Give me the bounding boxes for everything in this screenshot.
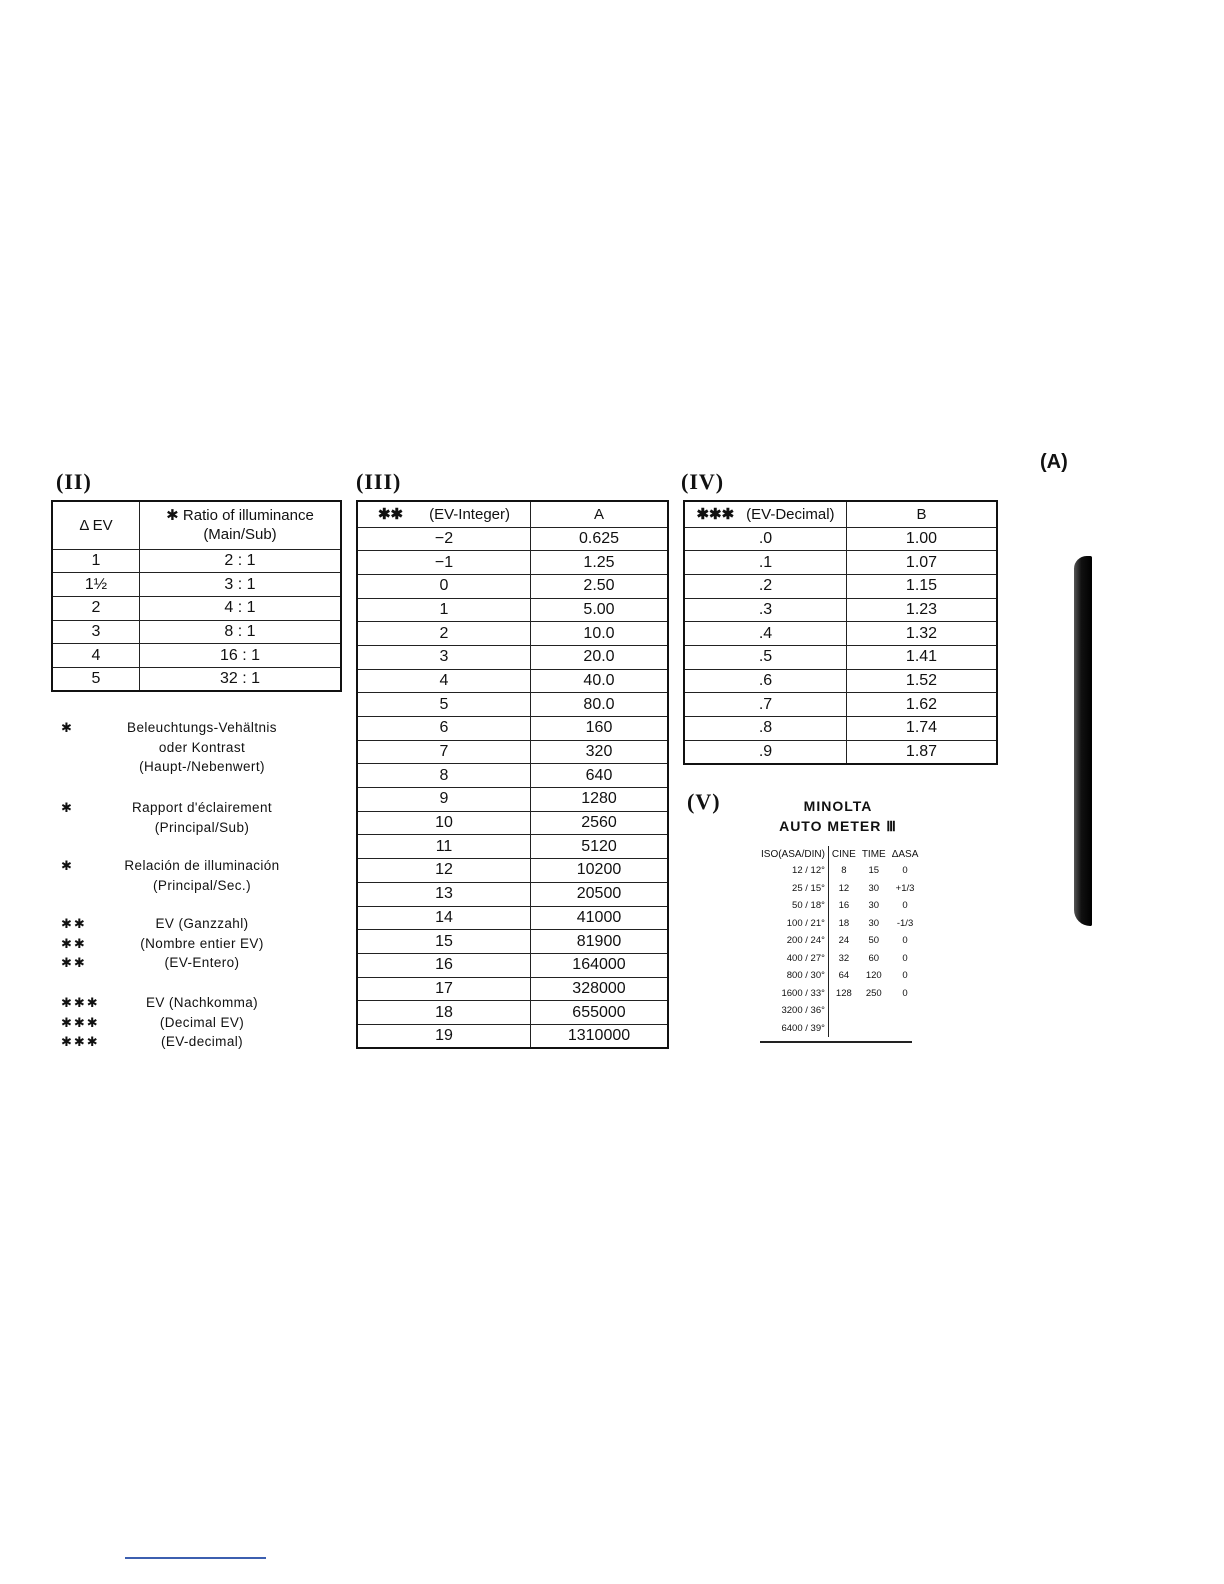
ev-cell: 3 <box>52 620 140 644</box>
section-label-ii: (II) <box>56 469 92 494</box>
ev-header: Δ EV <box>52 501 140 549</box>
a-cell: 20500 <box>531 882 669 906</box>
a-cell: 1.25 <box>531 551 669 575</box>
asa-cell: -1/3 <box>896 917 914 929</box>
iso-cell: 800 / 30° <box>758 967 828 985</box>
legend-marker: ✱ <box>61 800 74 815</box>
time-cell: 15 <box>868 865 880 877</box>
legend-line <box>57 858 357 878</box>
section-label-iv: (IV) <box>681 469 725 494</box>
legend-marker: ✱✱ <box>61 935 87 951</box>
legend-text: (Decimal EV) <box>159 1014 245 1030</box>
asa-cell: 0 <box>902 970 908 982</box>
table-row <box>684 669 997 693</box>
a-cell: 1310000 <box>531 1024 669 1048</box>
ratio-cell: 16 : 1 <box>140 644 342 668</box>
table-row <box>684 622 997 646</box>
meter-row <box>758 1002 921 1020</box>
legend-line <box>57 1034 357 1054</box>
a-cell: 0.625 <box>531 527 669 551</box>
legend-text: (EV-Entero) <box>164 955 240 970</box>
ev-decimal-cell: .3 <box>684 598 847 622</box>
ev-cell: 1 <box>52 549 140 573</box>
a-cell: 5.00 <box>531 598 669 622</box>
b-cell: 1.15 <box>847 574 998 598</box>
a-cell: 328000 <box>531 977 669 1001</box>
legend-marker: ✱✱ <box>61 916 87 931</box>
legend-line <box>57 800 357 820</box>
a-cell: 655000 <box>531 1001 669 1025</box>
meter-bottom-rule <box>760 1041 912 1043</box>
table-row <box>357 906 668 930</box>
b-cell: 1.74 <box>847 717 998 741</box>
table-row <box>357 764 668 788</box>
a-cell: 40.0 <box>531 669 669 693</box>
table-row <box>357 977 668 1001</box>
legend-line <box>57 995 357 1015</box>
table-row <box>684 740 997 764</box>
ev-integer-cell: 5 <box>357 693 531 717</box>
ev-integer-cell: 16 <box>357 953 531 977</box>
meter-row <box>758 932 921 950</box>
ev-integer-cell: 4 <box>357 669 531 693</box>
section-label-v: (V) <box>687 789 721 814</box>
table-row <box>357 740 668 764</box>
table-row <box>357 1024 668 1048</box>
device-edge-image <box>1074 556 1092 926</box>
legend-line <box>57 720 357 740</box>
cine-cell <box>828 1020 858 1038</box>
asa-cell: 0 <box>902 865 908 877</box>
table-row <box>357 598 668 622</box>
meter-brand-line1: MINOLTA <box>803 798 873 814</box>
legend-text: Relación de illuminación <box>124 858 280 873</box>
table-row <box>52 573 341 597</box>
ev-decimal-cell: .7 <box>684 693 847 717</box>
ev-integer-cell: 19 <box>357 1024 531 1048</box>
legend-line <box>57 955 357 975</box>
ev-cell: 2 <box>52 596 140 620</box>
ev-decimal-header <box>684 501 847 527</box>
b-header: B <box>847 501 998 527</box>
iso-cell: 1600 / 33° <box>758 985 828 1003</box>
table-row <box>684 693 997 717</box>
table-row <box>52 667 341 691</box>
time-cell: 30 <box>868 900 880 912</box>
asa-cell <box>889 1020 922 1038</box>
ev-cell: 1½ <box>52 573 140 597</box>
ev-integer-cell: 10 <box>357 811 531 835</box>
time-cell: 60 <box>868 952 880 964</box>
ev-cell: 5 <box>52 667 140 691</box>
asa-header: ΔASA <box>891 848 919 860</box>
table-row <box>52 644 341 668</box>
table-row <box>357 1001 668 1025</box>
ev-integer-cell: 7 <box>357 740 531 764</box>
legend-line <box>57 740 357 760</box>
ev-decimal-cell: .2 <box>684 574 847 598</box>
legend-marker: ✱✱✱ <box>61 1034 100 1049</box>
cine-cell: 18 <box>838 917 850 929</box>
a-cell: 10.0 <box>531 622 669 646</box>
ratio-cell: 4 : 1 <box>140 596 342 620</box>
ev-integer-header <box>357 501 531 527</box>
a-cell: 164000 <box>531 953 669 977</box>
header-marker: ✱✱ <box>377 505 404 523</box>
ev-integer-cell: 3 <box>357 645 531 669</box>
time-header: TIME <box>861 848 886 860</box>
a-cell: 640 <box>531 764 669 788</box>
legend-line <box>57 820 357 840</box>
legend-text: (EV-decimal) <box>160 1034 244 1049</box>
a-cell: 5120 <box>531 835 669 859</box>
b-cell: 1.07 <box>847 551 998 575</box>
legend-group <box>57 800 357 839</box>
ratio-cell: 3 : 1 <box>140 573 342 597</box>
table-row <box>52 620 341 644</box>
legend-group <box>57 916 357 975</box>
a-cell: 2.50 <box>531 574 669 598</box>
table-row <box>357 859 668 883</box>
legend-group <box>57 720 357 779</box>
ev-integer-cell: −2 <box>357 527 531 551</box>
ev-decimal-cell: .5 <box>684 645 847 669</box>
header-marker: ✱✱✱ <box>696 505 735 523</box>
ratio-cell: 8 : 1 <box>140 620 342 644</box>
iso-cell: 12 / 12° <box>758 862 828 880</box>
table-row <box>684 527 997 551</box>
asa-cell: 0 <box>902 935 908 947</box>
time-cell: 120 <box>865 970 882 982</box>
ratio-cell: 32 : 1 <box>140 667 342 691</box>
table-row <box>684 717 997 741</box>
cine-cell: 8 <box>841 865 847 877</box>
ev-decimal-cell: .8 <box>684 717 847 741</box>
ev-integer-cell: 15 <box>357 930 531 954</box>
meter-panel <box>756 796 926 1048</box>
table-row <box>684 574 997 598</box>
ev-integer-cell: 6 <box>357 717 531 741</box>
meter-row <box>758 897 921 915</box>
header-label: (EV-Integer) <box>429 505 510 523</box>
time-cell: 30 <box>868 882 880 894</box>
time-cell: 250 <box>865 987 882 999</box>
table-row <box>357 953 668 977</box>
legend-line <box>57 916 357 936</box>
ev-decimal-cell: .4 <box>684 622 847 646</box>
time-cell: 30 <box>868 917 880 929</box>
ev-decimal-cell: .0 <box>684 527 847 551</box>
table-row <box>357 811 668 835</box>
a-cell: 80.0 <box>531 693 669 717</box>
ev-decimal-cell: .9 <box>684 740 847 764</box>
time-cell <box>859 1002 889 1020</box>
ev-integer-cell: 17 <box>357 977 531 1001</box>
asa-cell: 0 <box>902 952 908 964</box>
legend-text: Rapport d'éclairement <box>131 800 273 815</box>
cine-cell: 12 <box>838 882 850 894</box>
cine-cell: 16 <box>838 900 850 912</box>
legend-text: (Nombre entier EV) <box>140 935 264 951</box>
legend-marker: ✱✱ <box>61 955 87 970</box>
cine-cell: 64 <box>838 970 850 982</box>
ev-integer-cell: 13 <box>357 882 531 906</box>
ev-decimal-cell: .1 <box>684 551 847 575</box>
meter-row <box>758 985 921 1003</box>
table-row <box>684 645 997 669</box>
a-cell: 2560 <box>531 811 669 835</box>
legend-text: (Principal/Sec.) <box>153 877 251 893</box>
a-cell: 10200 <box>531 859 669 883</box>
cine-header: CINE <box>831 848 856 860</box>
ev-integer-cell: 8 <box>357 764 531 788</box>
table-row <box>357 622 668 646</box>
table-row <box>357 693 668 717</box>
b-cell: 1.87 <box>847 740 998 764</box>
ev-integer-cell: 14 <box>357 906 531 930</box>
cine-cell: 128 <box>835 987 852 999</box>
footer-rule <box>125 1557 266 1559</box>
legend-text: Beleuchtungs-Vehältnis <box>127 720 277 735</box>
table-row <box>357 669 668 693</box>
meter-brand-line2: AUTO METER Ⅲ <box>779 818 897 834</box>
a-header: A <box>531 501 669 527</box>
table-row <box>357 551 668 575</box>
table-row <box>357 835 668 859</box>
legend-marker: ✱ <box>61 720 74 735</box>
a-cell: 20.0 <box>531 645 669 669</box>
ratio-cell: 2 : 1 <box>140 549 342 573</box>
legend-text: oder Kontrast <box>158 739 246 755</box>
table-row <box>357 574 668 598</box>
meter-row <box>758 1020 921 1038</box>
cine-cell: 24 <box>838 935 850 947</box>
ev-integer-cell: 12 <box>357 859 531 883</box>
ev-integer-table <box>356 500 669 1049</box>
meter-row <box>758 862 921 880</box>
asa-cell: +1/3 <box>895 882 915 894</box>
legend-marker: ✱ <box>61 858 74 873</box>
ev-cell: 4 <box>52 644 140 668</box>
ratio-header-line1: ✱ Ratio of illuminance <box>166 507 314 525</box>
asa-cell <box>889 1002 922 1020</box>
a-cell: 320 <box>531 740 669 764</box>
ev-decimal-table <box>683 500 998 765</box>
legend-text: (Principal/Sub) <box>154 819 250 835</box>
table-row <box>52 549 341 573</box>
legend-line <box>57 936 357 956</box>
legend-marker: ✱✱✱ <box>61 1014 100 1030</box>
ev-integer-cell: 2 <box>357 622 531 646</box>
ev-integer-cell: −1 <box>357 551 531 575</box>
ev-integer-cell: 0 <box>357 574 531 598</box>
a-cell: 1280 <box>531 788 669 812</box>
time-cell <box>859 1020 889 1038</box>
section-label-iii: (III) <box>356 469 402 494</box>
iso-cell: 6400 / 39° <box>758 1020 828 1038</box>
table-row <box>357 645 668 669</box>
ev-integer-cell: 9 <box>357 788 531 812</box>
ev-integer-cell: 1 <box>357 598 531 622</box>
ev-integer-cell: 18 <box>357 1001 531 1025</box>
asa-cell: 0 <box>902 900 908 912</box>
legend-text: (Haupt-/Nebenwert) <box>139 759 265 774</box>
meter-row <box>758 915 921 933</box>
header-label: (EV-Decimal) <box>746 505 835 523</box>
legend-text: EV (Ganzzahl) <box>155 916 249 931</box>
iso-cell: 100 / 21° <box>758 915 828 933</box>
asa-cell: 0 <box>902 987 908 999</box>
footnote-legend <box>57 720 357 1060</box>
table-row <box>357 527 668 551</box>
iso-cell: 25 / 15° <box>758 880 828 898</box>
legend-line <box>57 1015 357 1035</box>
meter-row <box>758 950 921 968</box>
ratio-header <box>140 501 342 549</box>
b-cell: 1.52 <box>847 669 998 693</box>
legend-group <box>57 995 357 1054</box>
legend-line <box>57 878 357 898</box>
time-cell: 50 <box>868 935 880 947</box>
iso-cell: 50 / 18° <box>758 897 828 915</box>
cine-cell: 32 <box>838 952 850 964</box>
iso-header: ISO(ASA/DIN) <box>758 846 828 862</box>
meter-row <box>758 880 921 898</box>
ev-decimal-cell: .6 <box>684 669 847 693</box>
b-cell: 1.62 <box>847 693 998 717</box>
table-row <box>684 598 997 622</box>
meter-row <box>758 967 921 985</box>
ratio-header-line2: (Main/Sub) <box>203 526 277 544</box>
table-row <box>52 596 341 620</box>
a-cell: 160 <box>531 717 669 741</box>
table-row <box>357 882 668 906</box>
corner-label-a: (A) <box>1040 451 1068 473</box>
b-cell: 1.00 <box>847 527 998 551</box>
iso-cell: 3200 / 36° <box>758 1002 828 1020</box>
legend-line <box>57 759 357 779</box>
cine-cell <box>828 1002 858 1020</box>
legend-marker: ✱✱✱ <box>61 995 100 1010</box>
table-row <box>357 788 668 812</box>
b-cell: 1.41 <box>847 645 998 669</box>
legend-group <box>57 858 357 897</box>
iso-cell: 200 / 24° <box>758 932 828 950</box>
a-cell: 81900 <box>531 930 669 954</box>
legend-text: EV (Nachkomma) <box>145 995 259 1010</box>
table-row <box>357 930 668 954</box>
a-cell: 41000 <box>531 906 669 930</box>
b-cell: 1.32 <box>847 622 998 646</box>
ev-integer-cell: 11 <box>357 835 531 859</box>
iso-cell: 400 / 27° <box>758 950 828 968</box>
meter-table <box>758 846 921 1037</box>
table-row <box>357 717 668 741</box>
b-cell: 1.23 <box>847 598 998 622</box>
ratio-table <box>51 500 342 692</box>
table-row <box>684 551 997 575</box>
